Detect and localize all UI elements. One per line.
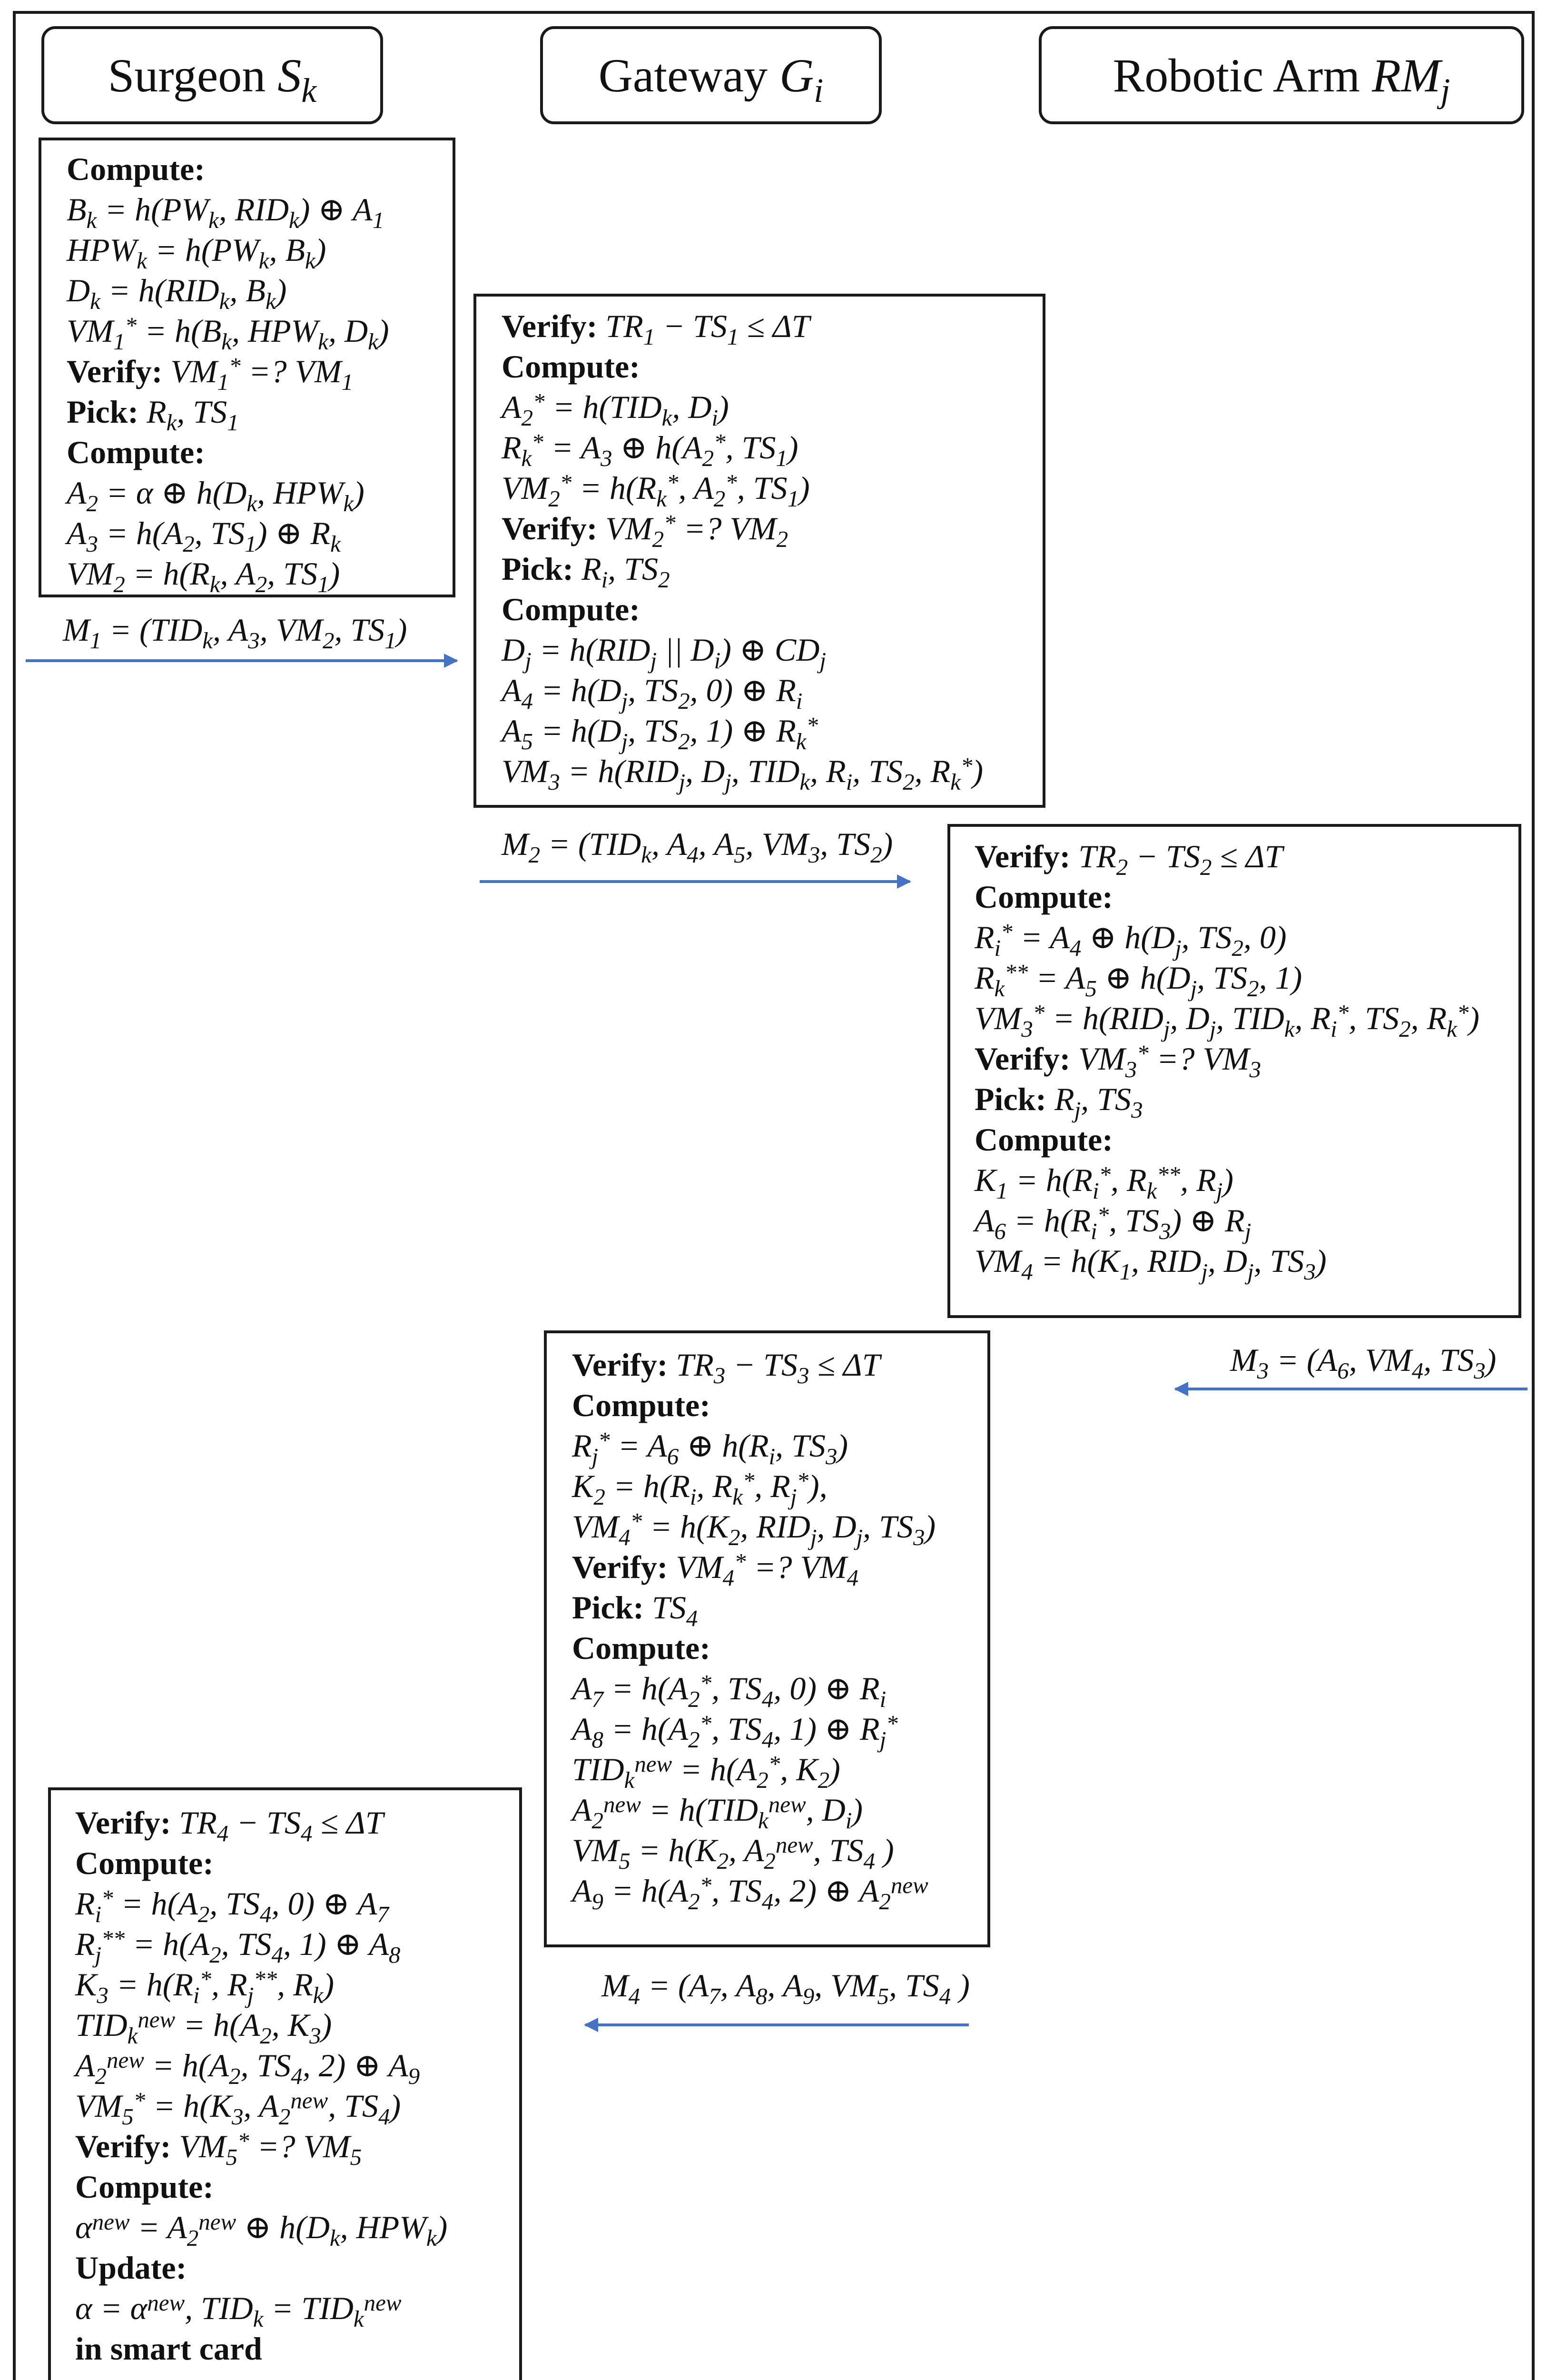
step-line: Pick: $R_k$, $TS_1$ <box>67 394 239 436</box>
step-line: Compute: <box>975 879 1113 915</box>
step-line: $VM_3 = h(RID_j$, $D_j$, $TID_k$, $R_i$, $TS_2$, $R_k^*$) <box>502 753 984 795</box>
step-line: Verify: $VM_3^*$ =? $VM_3$ <box>975 1040 1261 1082</box>
step-line: Pick: $R_i$, $TS_2$ <box>502 551 670 593</box>
step-line: $TID_k^{new} = h(A_2^*$, $K_2$) <box>572 1751 840 1793</box>
step-line: $D_k = h(RID_k$, $B_k$) <box>67 272 287 314</box>
step-line: $A_2 = \alpha$ ⊕ $h(D_k$, $HPW_k$) <box>67 475 365 516</box>
step-line: $A_7 = h(A_2^*$, $TS_4$, 0) ⊕ $R_i$ <box>572 1670 887 1712</box>
step-line: $A_9 = h(A_2^*$, $TS_4$, 2) ⊕ $A_2^{new}$ <box>572 1872 928 1914</box>
step-line: Compute: <box>67 434 205 470</box>
step-line: Verify: $VM_2^*$ =? $VM_2$ <box>502 510 788 552</box>
message-text: $M_2 = (TID_k$, $A_4$, $A_5$, $VM_3$, $TS_2$) <box>502 826 893 868</box>
message-text: $M_4 = (A_7$, $A_8$, $A_9$, $VM_5$, $TS_4$ ) <box>601 1967 970 2009</box>
step-line: $A_8 = h(A_2^*$, $TS_4$, 1) ⊕ $R_j^*$ <box>572 1710 898 1753</box>
step-line: $R_j^{**} = h(A_2$, $TS_4$, 1) ⊕ $A_8$ <box>75 1925 401 1968</box>
message-m2-label <box>501 826 893 868</box>
step-line: $VM_5 = h(K_2$, $A_2^{new}$, $TS_4$ ) <box>572 1832 894 1874</box>
step-line: $R_i^* = A_4$ ⊕ $h(D_j$, $TS_2$, 0) <box>975 919 1287 961</box>
step-line: Compute: <box>75 2169 214 2205</box>
step-line: Verify: $VM_4^*$ =? $VM_4$ <box>572 1548 859 1591</box>
surgeon-login-steps <box>65 151 389 597</box>
step-line: Verify: $TR_4 - TS_4 \le \Delta T$ <box>75 1805 384 1846</box>
step-line: Compute: <box>502 348 640 385</box>
step-line: $VM_4 = h(K_1$, $RID_j$, $D_j$, $TS_3$) <box>975 1243 1327 1285</box>
step-line: $VM_3^* = h(RID_j$, $D_j$, $TID_k$, $R_i^*$, $TS_2$, $R_k^*$) <box>975 1000 1479 1042</box>
step-line: Verify: $VM_5^*$ =? $VM_5$ <box>75 2128 362 2170</box>
step-line: $A_2^{new} = h(A_2$, $TS_4$, 2) ⊕ $A_9$ <box>75 2047 420 2089</box>
step-line: Compute: <box>502 591 640 627</box>
step-line: $A_2^* = h(TID_k$, $D_i$) <box>502 388 729 431</box>
step-line: $VM_1^* = h(B_k$, $HPW_k$, $D_k$) <box>67 312 389 355</box>
message-m1-label <box>62 612 407 654</box>
step-line: Verify: $TR_2 - TS_2 \le \Delta T$ <box>975 838 1283 880</box>
step-line: Compute: <box>975 1121 1113 1158</box>
step-line: $A_3 = h(A_2$, $TS_1$) ⊕ $R_k$ <box>67 515 341 557</box>
step-line: Pick: $R_j$, $TS_3$ <box>975 1081 1143 1123</box>
robot-header: Robotic Arm $RM_j$ <box>1113 49 1450 109</box>
step-line: $VM_4^* = h(K_2$, $RID_j$, $D_j$, $TS_3$) <box>572 1508 936 1550</box>
surgeon-header: Surgeon $S_k$ <box>108 49 317 109</box>
step-line: $VM_2^* = h(R_k^*$, $A_2^*$, $TS_1$) <box>502 469 810 512</box>
step-line: $HPW_k = h(PW_k$, $B_k$) <box>67 232 326 274</box>
step-line: $VM_2 = h(R_k$, $A_2$, $TS_1$) <box>67 555 340 597</box>
step-line: $R_j^* = A_6$ ⊕ $h(R_i$, $TS_3$) <box>572 1427 848 1469</box>
step-line: Verify: $VM_1^*$ =? $VM_1$ <box>67 353 354 395</box>
step-line: $D_j = h(RID_j$ || $D_i$) ⊕ $CD_j$ <box>502 632 826 674</box>
step-line: $A_2^{new} = h(TID_k^{new}$, $D_i$) <box>572 1791 863 1834</box>
step-line: $A_6 = h(R_i^*$, $TS_3$) ⊕ $R_j$ <box>975 1202 1251 1244</box>
step-line: $R_k^{**} = A_5$ ⊕ $h(D_j$, $TS_2$, 1) <box>975 959 1302 1002</box>
step-line: $A_5 = h(D_j$, $TS_2$, 1) ⊕ $R_k^*$ <box>502 712 818 754</box>
step-line: $K_2 = h(R_i$, $R_k^*$, $R_j^*$), <box>572 1468 828 1510</box>
step-line: $\alpha = \alpha^{new}$, $TID_k = TID_k^{new}$ <box>75 2290 402 2332</box>
step-line: $R_k^* = A_3$ ⊕ $h(A_2^*$, $TS_1$) <box>502 429 798 471</box>
step-line: $A_4 = h(D_j$, $TS_2$, 0) ⊕ $R_i$ <box>502 672 803 714</box>
message-m4-label <box>601 1967 970 2009</box>
step-line: $VM_5^* = h(K_3$, $A_2^{new}$, $TS_4$) <box>75 2087 401 2130</box>
message-text: $M_3 = (A_6$, $VM_4$, $TS_3$) <box>1230 1342 1497 1384</box>
step-line: $B_k = h(PW_k$, $RID_k$) ⊕ $A_1$ <box>67 191 384 233</box>
message-m3-label <box>1230 1342 1496 1384</box>
step-line: $TID_k^{new} = h(A_2$, $K_3$) <box>75 2006 332 2049</box>
step-line: Compute: <box>572 1630 710 1666</box>
step-line: in smart card <box>75 2330 262 2367</box>
step-line: $K_3 = h(R_i^*$, $R_j^{**}$, $R_k$) <box>75 1966 335 2008</box>
message-text: $M_1 = (TID_k$, $A_3$, $VM_2$, $TS_1$) <box>63 612 407 654</box>
step-line: Update: <box>75 2250 187 2286</box>
step-line: Compute: <box>75 1845 214 1881</box>
step-line: Compute: <box>572 1387 710 1423</box>
step-line: Pick: $TS_4$ <box>572 1589 698 1631</box>
step-line: $K_1 = h(R_i^*$, $R_k^{**}$, $R_j$) <box>975 1161 1234 1204</box>
gateway-header: Gateway $G_i$ <box>598 49 824 109</box>
step-line: Compute: <box>67 151 205 187</box>
step-line: Verify: $TR_1 - TS_1 \le \Delta T$ <box>502 308 810 350</box>
step-line: $\alpha^{new} = A_2^{new}$ ⊕ $h(D_k$, $HPW_k$) <box>75 2209 448 2251</box>
step-line: Verify: $TR_3 - TS_3 \le \Delta T$ <box>572 1347 880 1388</box>
step-line: $R_i^* = h(A_2$, $TS_4$, 0) ⊕ $A_7$ <box>75 1885 389 1927</box>
